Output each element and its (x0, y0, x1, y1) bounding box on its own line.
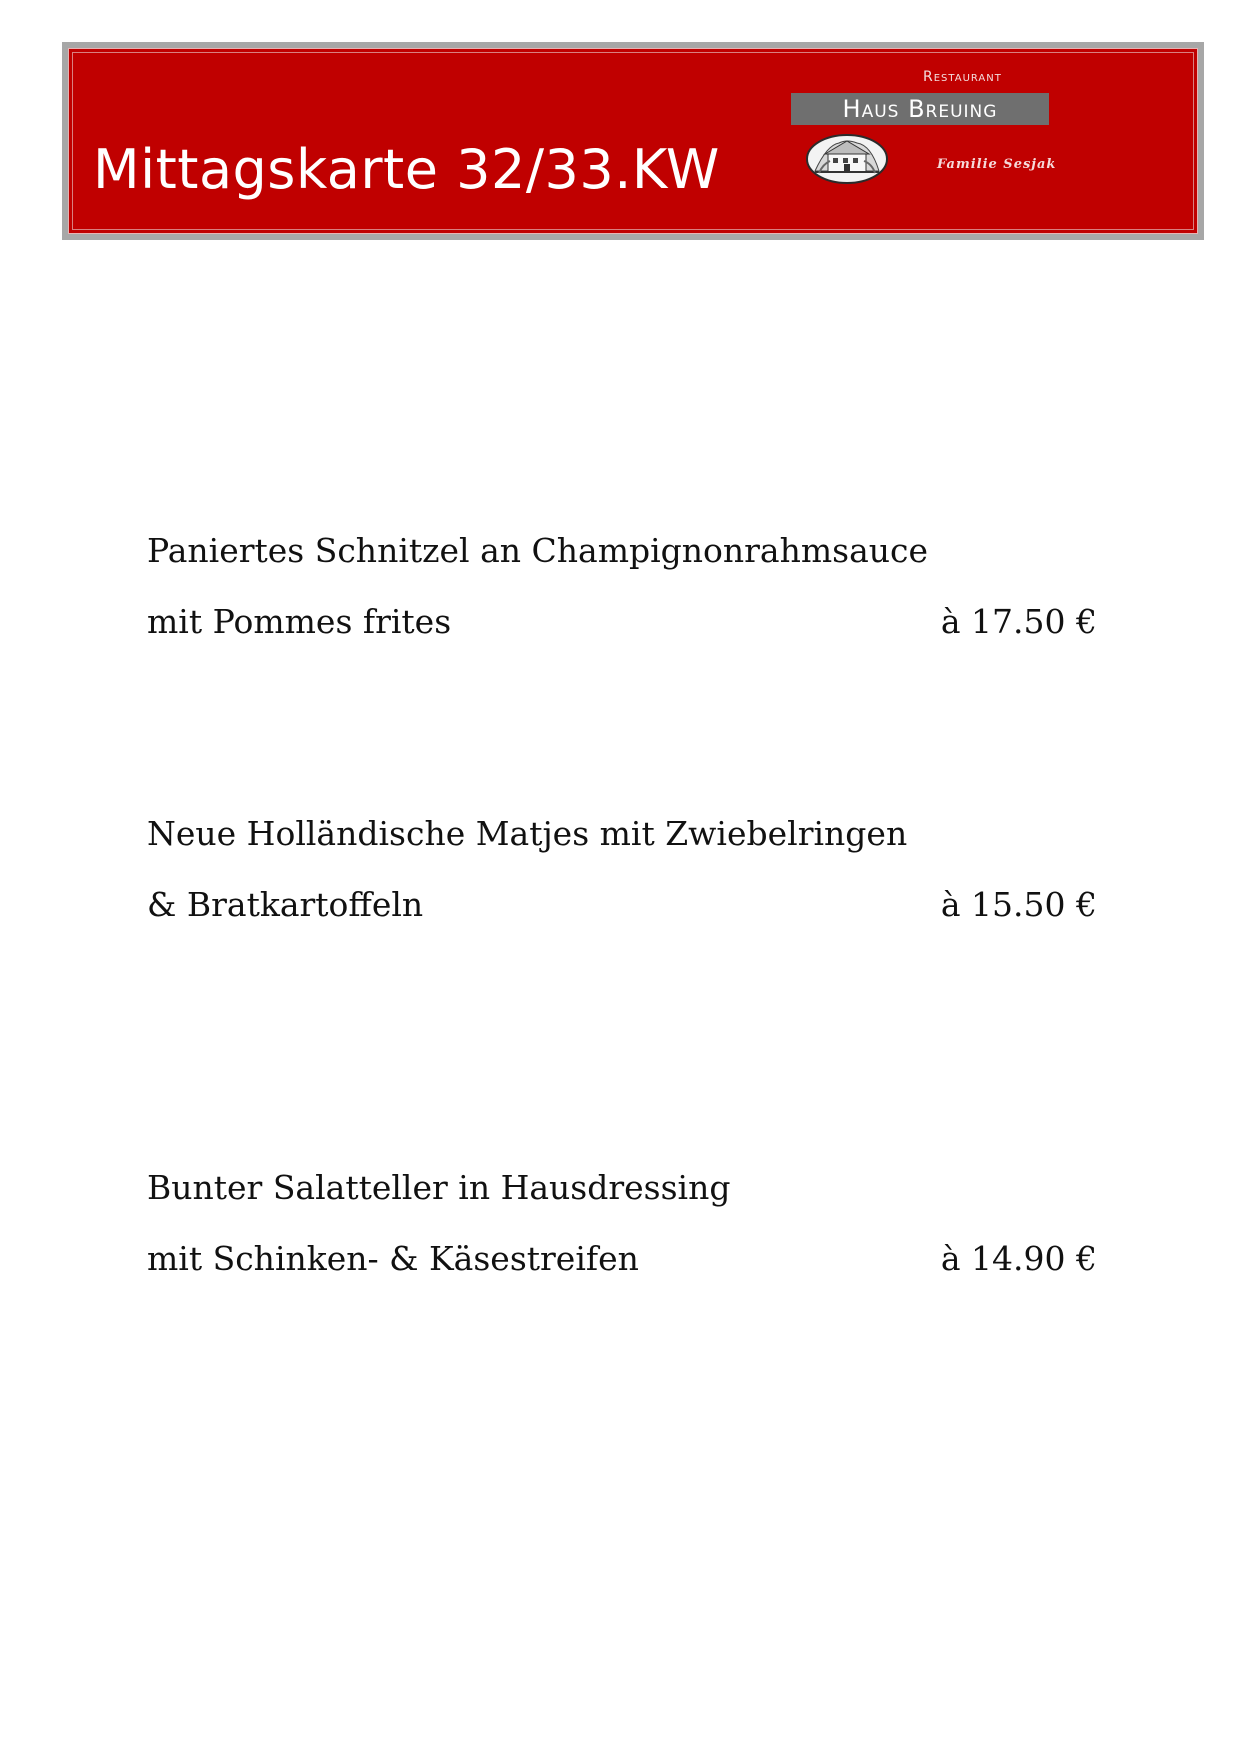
menu-item-subtitle: mit Schinken- & Käsestreifen (147, 1239, 639, 1278)
logo-name-box (791, 93, 1049, 125)
menu-item-subtitle: mit Pommes frites (147, 602, 452, 641)
header-banner (68, 48, 1198, 234)
menu-item-title: Neue Holländische Matjes mit Zwiebelringen (147, 814, 908, 853)
menu-item-title: Bunter Salatteller in Hausdressing (147, 1168, 731, 1207)
menu-item-subtitle: & Bratkartoffeln (147, 885, 424, 924)
menu-item-title: Paniertes Schnitzel an Champignonrahmsauce (147, 531, 929, 570)
header-frame (62, 42, 1204, 240)
menu-item-price: à 17.50 € (940, 602, 1097, 641)
logo-name: Haus Breuing (842, 95, 998, 123)
menu-item-price: à 15.50 € (940, 885, 1097, 924)
logo-family-signature: Familie Sesjak (937, 157, 1057, 172)
logo-restaurant-label: Restaurant (923, 69, 1002, 85)
menu-item-price: à 14.90 € (940, 1239, 1097, 1278)
restaurant-building-emblem-icon (805, 133, 889, 185)
page-title: Mittagskarte 32/33.KW (93, 138, 720, 201)
